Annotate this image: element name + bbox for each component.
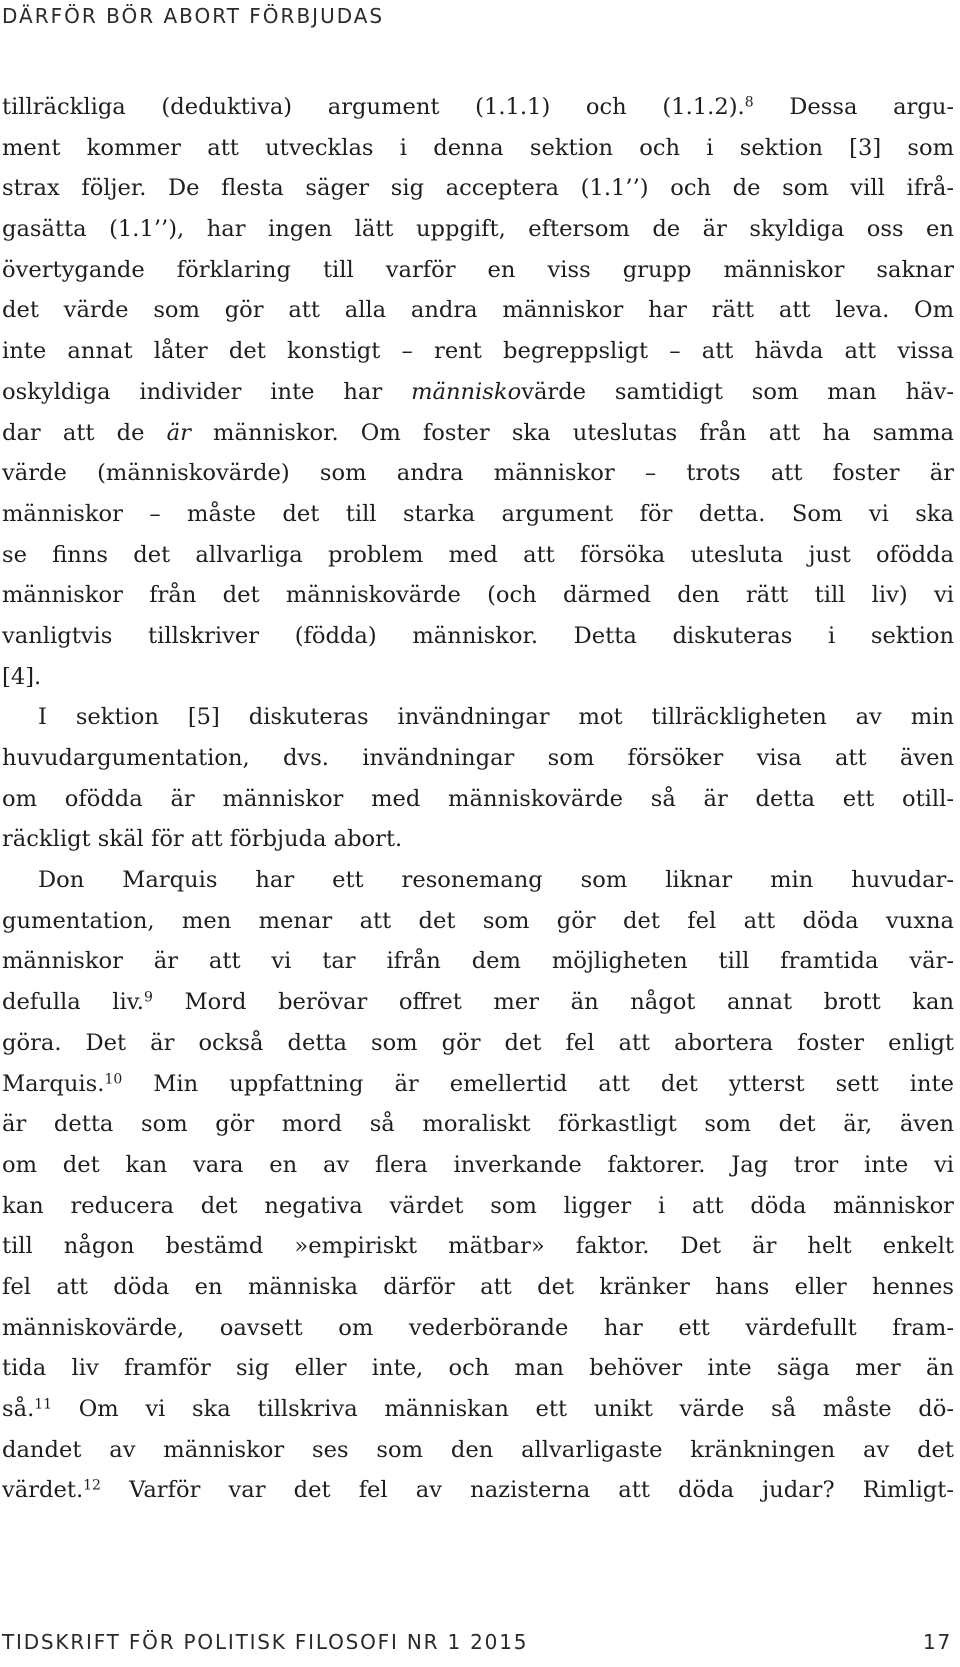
text-line: [2, 209, 954, 250]
page-number: 17: [922, 1630, 952, 1654]
line-text: Om vi ska tillskriva människan ett unikt värde så måste dö-: [52, 1396, 954, 1422]
line-text: om det kan vara en av flera inverkande faktorer. Jag tror inte vi: [2, 1151, 954, 1178]
text-line: [2, 779, 954, 820]
line-text: dandet av människor ses som den allvarligaste kränkningen av det: [2, 1436, 954, 1463]
text-line: [2, 982, 954, 1023]
line-text: huvudargumentation, dvs. invändningar som försöker visa att även: [2, 745, 954, 771]
line-text: inte annat låter det konstigt – rent begreppsligt – att hävda att vissa: [2, 338, 954, 365]
text-line: [2, 453, 954, 494]
line-text: strax följer. De flesta säger sig acceptera (1.1’’) och de som vill ifrå-: [2, 175, 954, 202]
line-text: Marquis.: [2, 1070, 105, 1097]
footnote-marker: 10: [104, 1070, 123, 1087]
line-text: värde samtidigt som man häv-: [521, 378, 954, 405]
text-line: [2, 1226, 954, 1267]
text-line: [2, 1145, 954, 1186]
text-line: [2, 1023, 954, 1064]
text-line: [2, 1186, 954, 1227]
line-text: kan reducera det negativa värdet som ligger i att döda människor: [2, 1192, 954, 1219]
line-text: om ofödda är människor med människovärde så är detta ett otill-: [2, 785, 954, 812]
text-line: [2, 1470, 954, 1511]
footnote-marker: 9: [143, 989, 153, 1006]
line-text: gumentation, men menar att det som gör det fel att döda vuxna: [2, 907, 954, 934]
line-text: Mord berövar offret mer än något annat brott kan: [152, 989, 954, 1016]
text-line: [2, 87, 954, 128]
text-line: [2, 616, 954, 657]
line-text: människovärde, oavsett om vederbörande har ett värdefullt fram-: [2, 1314, 954, 1341]
line-text: defulla liv.: [2, 989, 144, 1016]
text-line: [2, 290, 954, 331]
footnote-marker: 12: [83, 1477, 101, 1494]
line-text: människor – måste det till starka argument för detta. Som vi ska: [2, 500, 954, 527]
footnote-marker: 8: [744, 94, 754, 111]
text-line: [2, 1308, 954, 1349]
text-line: [2, 535, 954, 576]
text-line: [2, 1104, 954, 1145]
emphasis-text: människo: [411, 378, 522, 405]
text-line: [2, 941, 954, 982]
line-text: göra. Det är också detta som gör det fel att abortera foster enligt: [2, 1029, 954, 1056]
line-text: tillräckliga (deduktiva) argument (1.1.1) och (1.1.2).: [2, 94, 745, 120]
emphasis-text: är: [166, 419, 191, 446]
line-text: räckligt skäl för att förbjuda abort.: [2, 826, 403, 853]
line-text: I sektion [5] diskuteras invändningar mot tillräckligheten av min: [38, 704, 954, 731]
line-text: [4].: [2, 663, 42, 690]
line-text: ment kommer att utvecklas i denna sektion och i sektion [3] som: [2, 134, 954, 161]
line-text: oskyldiga individer inte har: [2, 378, 412, 405]
line-text: tida liv framför sig eller inte, och man behöver inte säga mer än: [2, 1355, 954, 1382]
line-text: till någon bestämd »empiriskt mätbar» faktor. Det är helt enkelt: [2, 1233, 954, 1260]
line-text: gasätta (1.1’’), har ingen lätt uppgift, eftersom de är skyldiga oss en: [2, 216, 954, 243]
journal-title: TIDSKRIFT FÖR POLITISK FILOSOFI NR 1 2015: [2, 1630, 529, 1654]
line-text: värdet.: [2, 1477, 84, 1504]
text-line: [2, 494, 954, 535]
text-line: [2, 819, 954, 860]
text-line: [2, 901, 954, 942]
line-text: så.: [2, 1396, 35, 1422]
text-line: [2, 1430, 954, 1471]
line-text: människor är att vi tar ifrån dem möjligheten till framtida vär-: [2, 948, 954, 975]
line-text: människor. Om foster ska uteslutas från att ha samma: [190, 419, 955, 446]
line-text: se finns det allvarliga problem med att försöka utesluta just ofödda: [2, 541, 954, 568]
text-line: [2, 413, 954, 454]
line-text: människor från det människovärde (och därmed den rätt till liv) vi: [2, 582, 954, 609]
line-text: Min uppfattning är emellertid att det ytterst sett inte: [122, 1070, 954, 1097]
text-line: [2, 657, 954, 698]
running-head: DÄRFÖR BÖR ABORT FÖRBJUDAS: [2, 4, 385, 28]
line-text: vanligtvis tillskriver (födda) människor. Detta diskuteras i sektion: [2, 622, 954, 649]
text-line: [2, 128, 954, 169]
line-text: dar att de: [2, 419, 167, 446]
line-text: Don Marquis har ett resonemang som liknar min huvudar-: [38, 867, 954, 894]
text-line: [2, 372, 954, 413]
text-line: [2, 168, 954, 209]
body-text: [2, 87, 954, 1511]
line-text: värde (människovärde) som andra människor – trots att foster är: [2, 460, 954, 487]
text-line: [2, 738, 954, 779]
text-line: [2, 331, 954, 372]
line-text: det värde som gör att alla andra människor har rätt att leva. Om: [2, 297, 954, 324]
text-line: [2, 860, 954, 901]
text-line: [2, 1064, 954, 1105]
text-line: [2, 250, 954, 291]
line-text: Varför var det fel av nazisterna att döda judar? Rimligt-: [100, 1477, 954, 1504]
text-line: [2, 1267, 954, 1308]
line-text: fel att döda en människa därför att det kränker hans eller hennes: [2, 1273, 954, 1300]
text-line: [2, 697, 954, 738]
line-text: övertygande förklaring till varför en viss grupp människor saknar: [2, 256, 954, 283]
text-line: [2, 1389, 954, 1430]
footnote-marker: 11: [34, 1396, 53, 1413]
text-line: [2, 1348, 954, 1389]
line-text: är detta som gör mord så moraliskt förkastligt som det är, även: [2, 1111, 954, 1138]
text-line: [2, 575, 954, 616]
line-text: Dessa argu-: [753, 94, 955, 120]
